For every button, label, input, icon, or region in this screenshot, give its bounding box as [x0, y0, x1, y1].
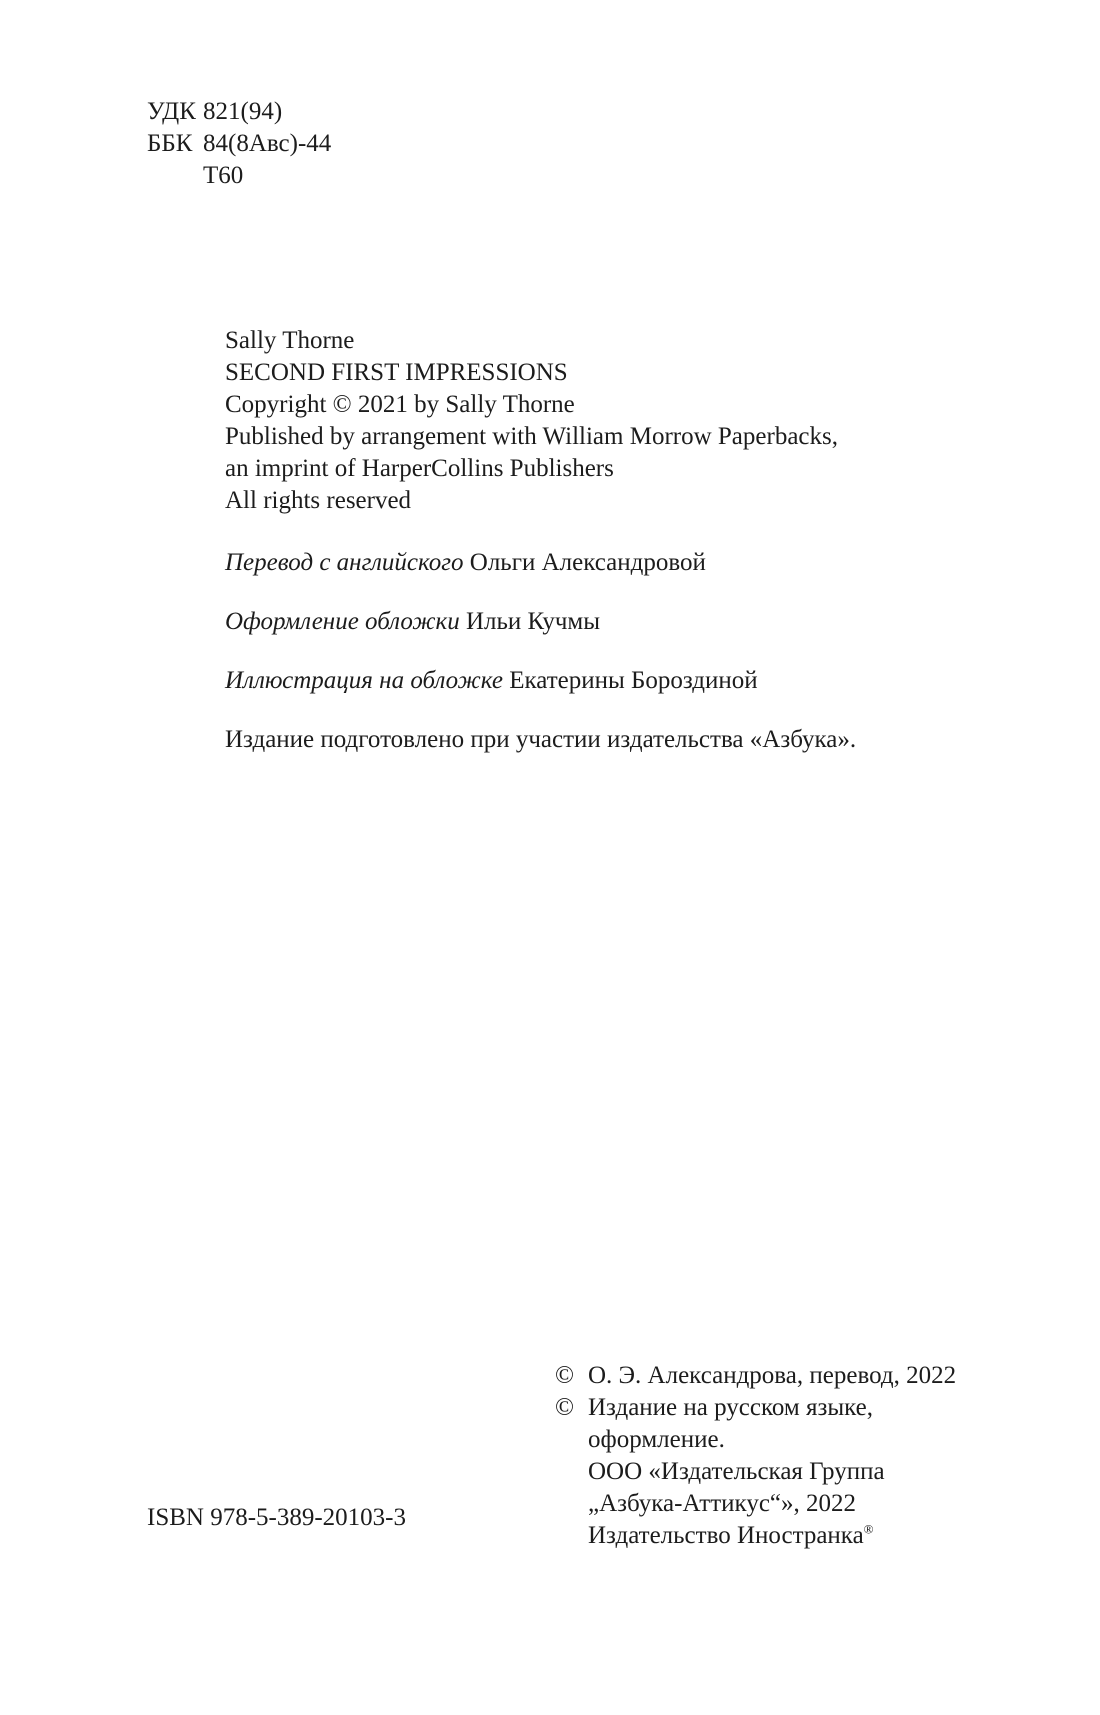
publisher-line [555, 1520, 956, 1552]
illustration-credit [225, 665, 758, 697]
illustration-role: Иллюстрация на обложке [225, 667, 503, 694]
translation-role: Перевод с английского [225, 549, 464, 576]
edition-copyright-line4: „Азбука-Аттикус“», 2022 [588, 1490, 857, 1517]
edition-note: Издание подготовлено при участии издательства «Азбука». [225, 726, 857, 753]
original-author: Sally Thorne [225, 327, 355, 354]
bbk-row [147, 128, 331, 160]
original-title: SECOND FIRST IMPRESSIONS [225, 359, 568, 386]
illustration-name: Екатерины Бороздиной [509, 667, 758, 694]
translation-copyright [555, 1360, 956, 1392]
rights-reserved: All rights reserved [225, 487, 412, 514]
cover-design-name: Ильи Кучмы [465, 608, 601, 635]
bbk-label: ББК [147, 130, 193, 157]
translation-name: Ольги Александровой [469, 549, 706, 576]
author-mark-value: Т60 [203, 162, 244, 189]
copyright-symbol: © [555, 1362, 574, 1389]
udk-value: 821(94) [203, 98, 283, 125]
publisher-name: Издательство Иностранка [588, 1522, 864, 1549]
udk-row [147, 96, 282, 128]
copyright-symbol: © [555, 1394, 574, 1421]
original-copyright: Copyright © 2021 by Sally Thorne [225, 391, 575, 418]
edition-copyright-line3: ООО «Издательская Группа [588, 1458, 885, 1485]
original-rights-block [225, 325, 838, 517]
arrangement-line: Published by arrangement with William Morrow Paperbacks, [225, 423, 838, 450]
udk-label: УДК [147, 98, 196, 125]
translation-credit [225, 547, 706, 579]
edition-copyright-line1: Издание на русском языке, [588, 1394, 873, 1421]
copyright-block [555, 1360, 956, 1552]
imprint-line: an imprint of HarperCollins Publishers [225, 455, 614, 482]
bbk-value: 84(8Авс)-44 [203, 130, 332, 157]
edition-copyright-line2: оформление. [588, 1426, 725, 1453]
cover-design-role: Оформление обложки [225, 608, 460, 635]
edition-copyright [555, 1392, 956, 1424]
cover-design-credit [225, 606, 600, 638]
registered-mark: ® [863, 1521, 874, 1537]
translation-copyright-text: О. Э. Александрова, перевод, 2022 [588, 1362, 957, 1389]
isbn: ISBN 978-5-389-20103-3 [147, 1504, 407, 1531]
author-mark [147, 160, 243, 192]
